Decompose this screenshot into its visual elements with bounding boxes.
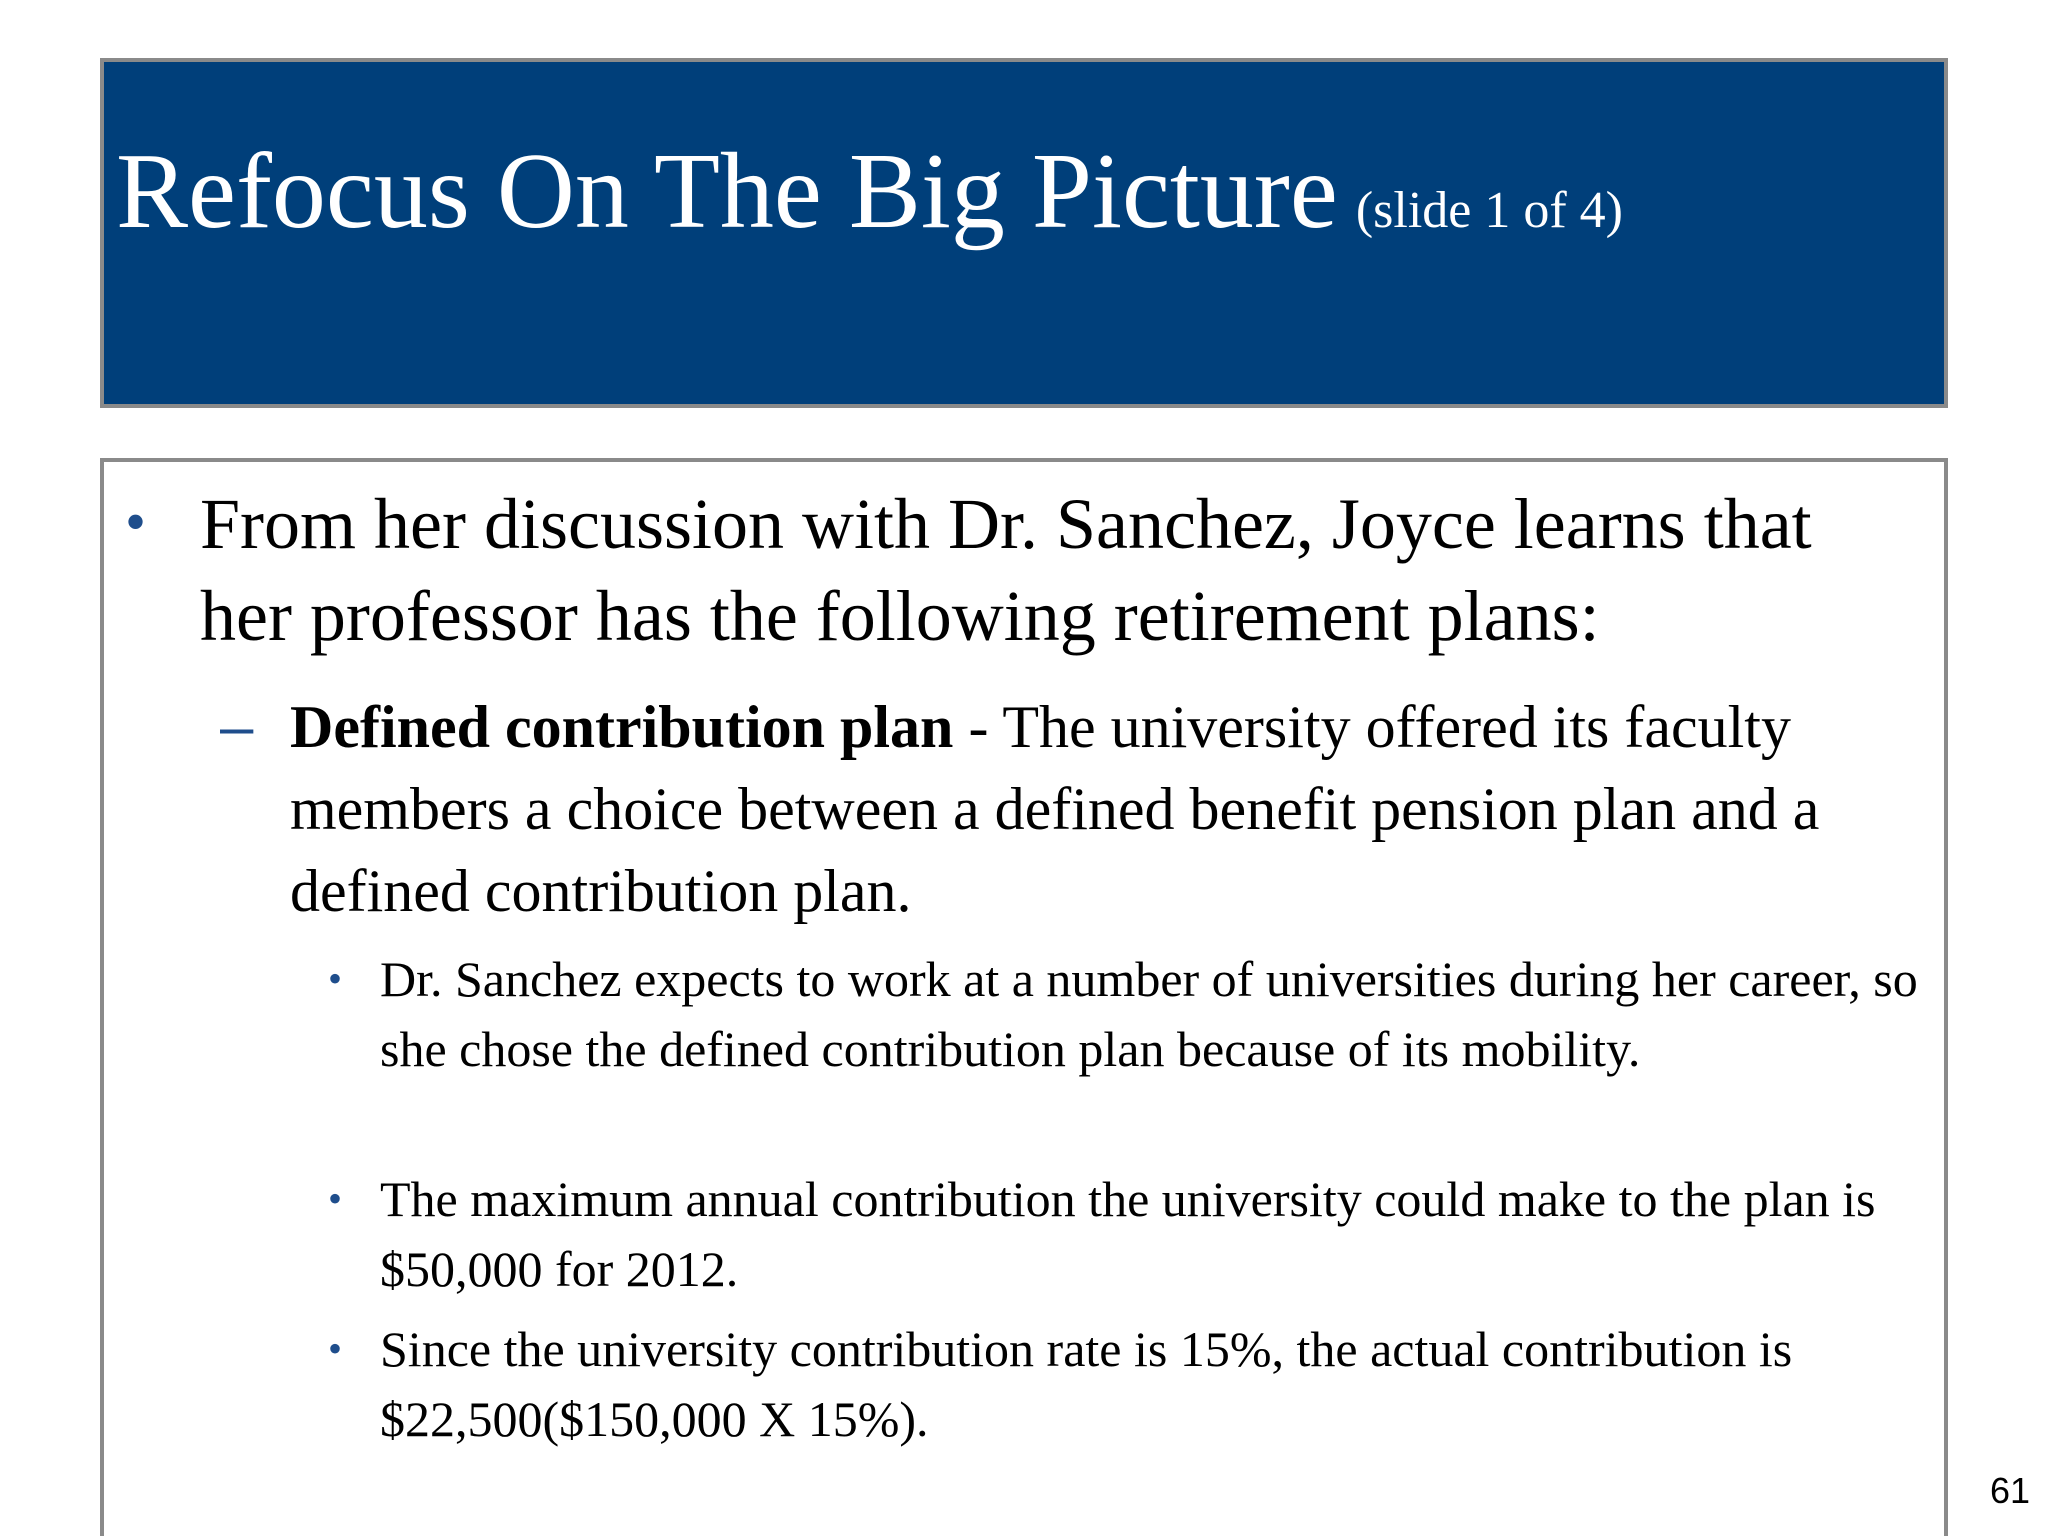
bullet-level-2: [290, 686, 1910, 932]
bullet-level-3: Dr. Sanchez expects to work at a number of universities during her career, so she chose the defined contribution plan because of its mobility.: [380, 951, 1918, 1077]
bullet-dot-icon: •: [125, 489, 147, 555]
slide-title: [116, 130, 1623, 254]
slide-title-sub: (slide 1 of 4): [1355, 182, 1623, 239]
slide-title-main: Refocus On The Big Picture: [116, 132, 1338, 251]
bullet-level-2-text: - The university offered its faculty members a choice between a defined benefit pension plan and a defined contribution plan.: [290, 694, 1820, 924]
bullet-level-2-term: Defined contribution plan: [290, 694, 954, 760]
bullet-level-3: Since the university contribution rate is 15%, the actual contribution is $22,500($150,000 X 15%).: [380, 1321, 1793, 1447]
bullet-dot-icon: •: [328, 1176, 343, 1221]
bullet-level-3: The maximum annual contribution the university could make to the plan is $50,000 for 2012.: [380, 1171, 1876, 1297]
dash-bullet-icon: –: [220, 693, 254, 760]
bullet-level-1: From her discussion with Dr. Sanchez, Joyce learns that her professor has the following retirement plans:: [200, 484, 1812, 656]
bullet-dot-icon: •: [328, 956, 343, 1001]
page-number: 61: [1989, 1470, 2030, 1511]
bullet-dot-icon: •: [328, 1326, 343, 1371]
